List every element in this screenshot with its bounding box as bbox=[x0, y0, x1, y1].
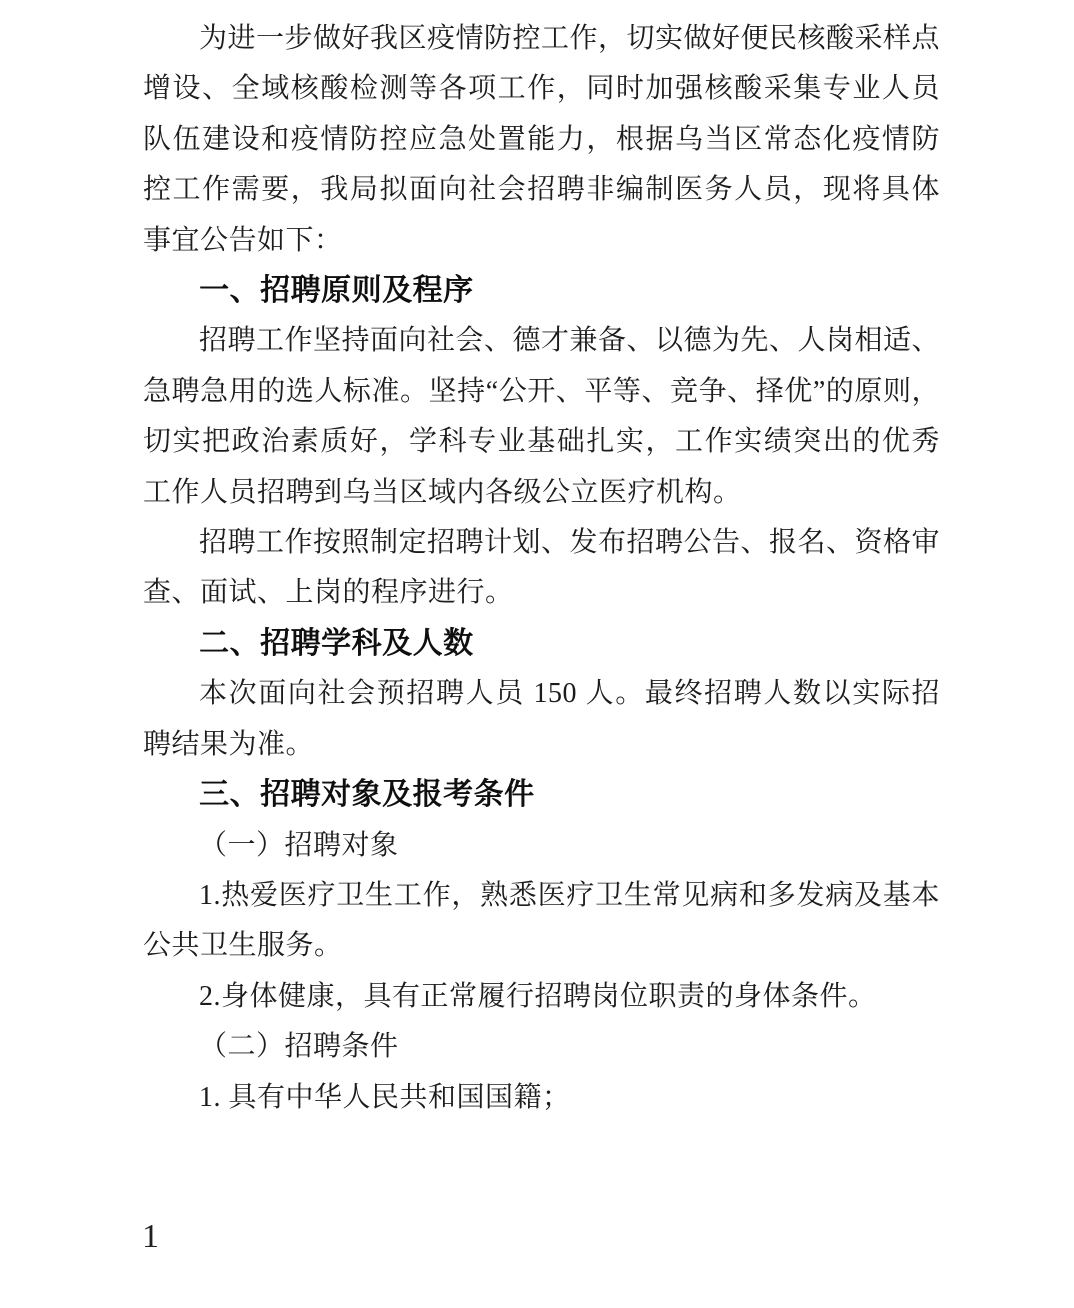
document-body bbox=[143, 14, 940, 1123]
item-condition-1: 1. 具有中华人民共和国国籍； bbox=[199, 1081, 571, 1113]
subheading-recruitment-targets: （一）招聘对象 bbox=[199, 829, 399, 861]
paragraph-recruitment-procedure: 招聘工作按照制定招聘计划、发布招聘公告、报名、资格审查、面试、上岗的程序进行。 bbox=[143, 527, 941, 609]
paragraph-headcount: 本次面向社会预招聘人员 150 人。最终招聘人数以实际招聘结果为准。 bbox=[143, 678, 940, 760]
heading-section-3: 三、招聘对象及报考条件 bbox=[199, 778, 535, 812]
page-number: 1 bbox=[142, 1218, 159, 1255]
intro-paragraph: 为进一步做好我区疫情防控工作，切实做好便民核酸采样点增设、全域核酸检测等各项工作，同时加强核酸采集专业人员队伍建设和疫情防控应急处置能力，根据乌当区常态化疫情防控工作需要，我局拟面向社会招聘非编制医务人员，现将具体事宜公告如下： bbox=[143, 23, 941, 256]
heading-section-2: 二、招聘学科及人数 bbox=[199, 626, 474, 660]
item-target-1: 1.热爱医疗卫生工作，熟悉医疗卫生常见病和多发病及基本公共卫生服务。 bbox=[143, 879, 940, 962]
item-target-2: 2.身体健康，具有正常履行招聘岗位职责的身体条件。 bbox=[199, 980, 877, 1012]
paragraph-recruitment-principles: 招聘工作坚持面向社会、德才兼备、以德为先、人岗相适、急聘急用的选人标准。坚持“公开、平等、竞争、择优”的原则，切实把政治素质好，学科专业基础扎实，工作实绩突出的优秀工作人员招聘到乌当区域内各级公立医疗机构。 bbox=[143, 325, 941, 508]
subheading-recruitment-conditions: （二）招聘条件 bbox=[199, 1031, 399, 1063]
heading-section-1: 一、招聘原则及程序 bbox=[199, 274, 474, 308]
